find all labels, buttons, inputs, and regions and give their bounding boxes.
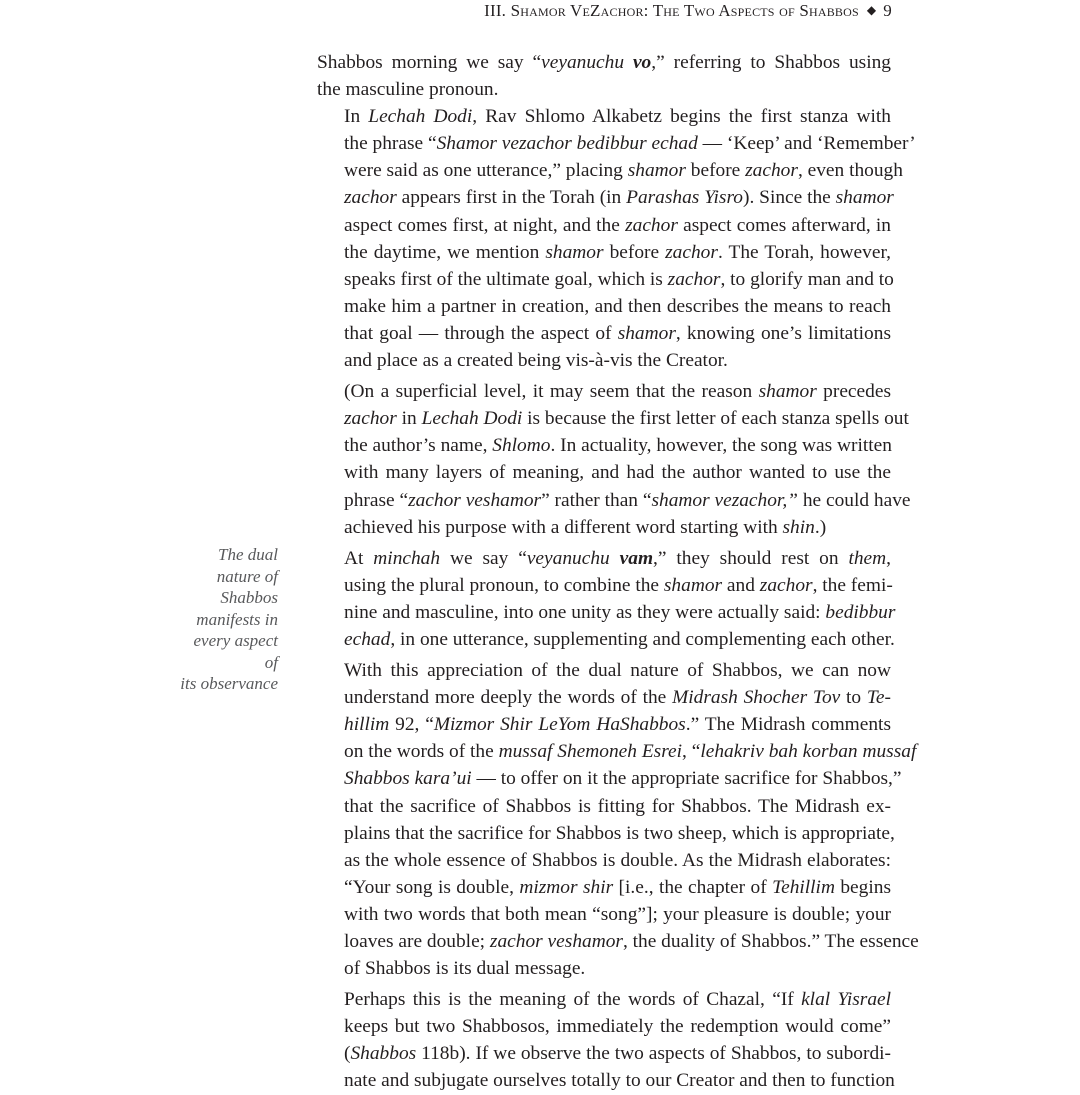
text-line: and place as a created being vis-à-vis the Creator. [344, 350, 728, 372]
text-line: that the sacrifice of Shabbos is fitting for Shabbos. The Midrash ex- [344, 795, 891, 817]
text-line: understand more deeply the words of the Midrash Shocher Tov to Te- [344, 687, 891, 709]
text-line: that goal — through the aspect of shamor, knowing one’s limitations [344, 322, 891, 344]
text-line: speaks first of the ultimate goal, which is zachor, to glorify man and to [344, 268, 894, 290]
margin-note-line: nature of [216, 566, 278, 586]
text-line: echad, in one utterance, supplementing and complementing each other. [344, 628, 895, 650]
text-line: make him a partner in creation, and then describes the means to reach [344, 295, 891, 317]
paragraph-6 [317, 986, 895, 1094]
paragraph-5 [317, 657, 919, 982]
text-line: with many layers of meaning, and had the author wanted to use the [344, 462, 891, 484]
text-line: nine and masculine, into one unity as they were actually said: bedibbur [344, 601, 896, 623]
text-line: Shabbos morning we say “veyanuchu vo,” referring to Shabbos using [317, 52, 891, 73]
margin-note [178, 544, 278, 695]
text-line: the daytime, we mention shamor before zachor. The Torah, however, [344, 241, 891, 263]
text-line: achieved his purpose with a different word starting with shin.) [344, 516, 827, 538]
text-line: “Your song is double, mizmor shir [i.e., the chapter of Tehillim begins [344, 876, 891, 898]
text-line: At minchah we say “veyanuchu vam,” they should rest on them, [344, 547, 891, 569]
paragraph-1 [317, 49, 891, 103]
text-line: with two words that both mean “song”]; your pleasure is double; your [344, 903, 891, 925]
margin-note-line: manifests in [196, 609, 278, 629]
margin-note-line: its observance [180, 674, 278, 693]
running-head [484, 0, 892, 22]
paragraph-2 [317, 103, 916, 374]
text-line: (Shabbos 118b). If we observe the two aspects of Shabbos, to subordi- [344, 1043, 891, 1065]
paragraph-4 [317, 545, 896, 653]
text-line: zachor appears first in the Torah (in Parashas Yisro). Since the shamor [344, 187, 894, 209]
text-line: using the plural pronoun, to combine the shamor and zachor, the femi- [344, 574, 893, 596]
text-line: aspect comes first, at night, and the zachor aspect comes afterward, in [344, 214, 891, 236]
text-line: the masculine pronoun. [317, 79, 499, 101]
page-number: 9 [883, 1, 892, 20]
running-head-title: III. Shamor VeZachor: The Two Aspects of Shabbos [484, 1, 859, 20]
margin-note-line: Shabbos [220, 588, 278, 607]
text-line: hillim 92, “Mizmor Shir LeYom HaShabbos.” The Midrash comments [344, 714, 891, 736]
text-line: as the whole essence of Shabbos is double. As the Midrash elaborates: [344, 849, 891, 871]
text-line: of Shabbos is its dual message. [344, 958, 586, 980]
text-line: Perhaps this is the meaning of the words of Chazal, “If klal Yisrael [344, 989, 892, 1011]
margin-note-line: every aspect of [193, 631, 278, 672]
text-line: phrase “zachor veshamor” rather than “shamor vezachor,” he could have [344, 489, 911, 511]
text-line: zachor in Lechah Dodi is because the first letter of each stanza spells out [344, 408, 909, 430]
text-line: With this appreciation of the dual nature of Shabbos, we can now [344, 660, 891, 682]
text-line: loaves are double; zachor veshamor, the duality of Shabbos.” The essence [344, 931, 919, 952]
text-line: the phrase “Shamor vezachor bedibbur echad — ‘Keep’ and ‘Remember’ [344, 133, 916, 155]
text-line: (On a superficial level, it may seem that the reason shamor precedes [344, 381, 891, 403]
text-line: on the words of the mussaf Shemoneh Esrei, “lehakriv bah korban mussaf [344, 741, 917, 763]
paragraph-3 [317, 378, 911, 541]
text-line: In Lechah Dodi, Rav Shlomo Alkabetz begins the first stanza with [344, 106, 891, 128]
margin-note-line: The dual [218, 545, 278, 564]
text-line: were said as one utterance,” placing shamor before zachor, even though [344, 160, 903, 182]
diamond-separator-icon: ◆ [866, 3, 877, 17]
text-line: the author’s name, Shlomo. In actuality, however, the song was written [344, 435, 892, 457]
text-line: Shabbos kara’ui — to offer on it the appropriate sacrifice for Shabbos,” [344, 768, 902, 790]
body-text [317, 49, 919, 1095]
text-line: nate and subjugate ourselves totally to our Creator and then to function [344, 1070, 895, 1092]
text-line: plains that the sacrifice for Shabbos is two sheep, which is appropriate, [344, 822, 895, 844]
text-line: keeps but two Shabbosos, immediately the redemption would come” [344, 1016, 891, 1038]
